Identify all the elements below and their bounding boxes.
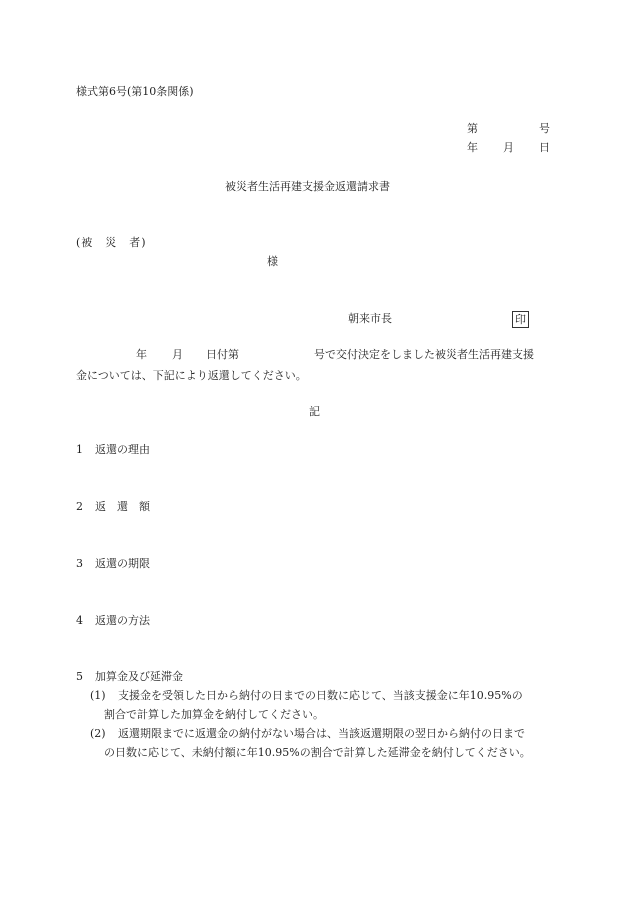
item-number: 5 xyxy=(76,670,83,683)
item-1 xyxy=(76,443,150,456)
body-rest: 号で交付決定をしました被災者生活再建支援 xyxy=(314,348,534,361)
item-number: 4 xyxy=(76,614,83,627)
item-2 xyxy=(76,500,150,513)
sub-item-2-line-1: 返還期限までに返還金の納付がない場合は、当該返還期限の翌日から納付の日まで xyxy=(118,727,525,740)
item-label: 加算金及び延滞金 xyxy=(95,670,183,683)
body-date-no: 日付第 xyxy=(206,348,239,361)
item-label: 返還の理由 xyxy=(95,443,150,456)
recipient-honorific: 様 xyxy=(267,255,278,268)
date-month: 月 xyxy=(503,141,514,154)
recipient-label: (被 災 者) xyxy=(76,236,147,249)
date-day: 日 xyxy=(539,141,550,154)
item-5 xyxy=(76,670,183,683)
doc-number-dai: 第 xyxy=(467,122,478,135)
item-4 xyxy=(76,614,150,627)
body-year: 年 xyxy=(136,348,147,361)
item-label: 返還の方法 xyxy=(95,614,150,627)
item-3 xyxy=(76,557,150,570)
item-number: 3 xyxy=(76,557,83,570)
doc-number-gou: 号 xyxy=(539,122,550,135)
sender-name: 朝来市長 xyxy=(348,312,392,325)
body-month: 月 xyxy=(172,348,183,361)
form-label: 様式第6号(第10条関係) xyxy=(76,85,194,98)
item-label: 返還の期限 xyxy=(95,557,150,570)
sub-item-2-line-2: の日数に応じて、未納付額に年10.95%の割合で計算した延滞金を納付してください。 xyxy=(104,746,531,759)
date-year: 年 xyxy=(467,141,478,154)
body-line-2: 金については、下記により返還してください。 xyxy=(76,369,307,382)
document-title: 被災者生活再建支援金返還請求書 xyxy=(225,180,390,193)
item-number: 1 xyxy=(76,443,83,456)
item-number: 2 xyxy=(76,500,83,513)
item-label: 返 還 額 xyxy=(95,500,150,513)
sub-item-1-line-1: 支援金を受領した日から納付の日までの日数に応じて、当該支援金に年10.95%の xyxy=(118,689,523,702)
seal-mark: 印 xyxy=(512,311,529,328)
sub-item-2-num: (2) xyxy=(90,727,106,740)
sub-item-1-line-2: 割合で計算した加算金を納付してください。 xyxy=(104,708,324,721)
sub-item-1-num: (1) xyxy=(90,689,106,702)
ki-mark: 記 xyxy=(309,405,320,418)
